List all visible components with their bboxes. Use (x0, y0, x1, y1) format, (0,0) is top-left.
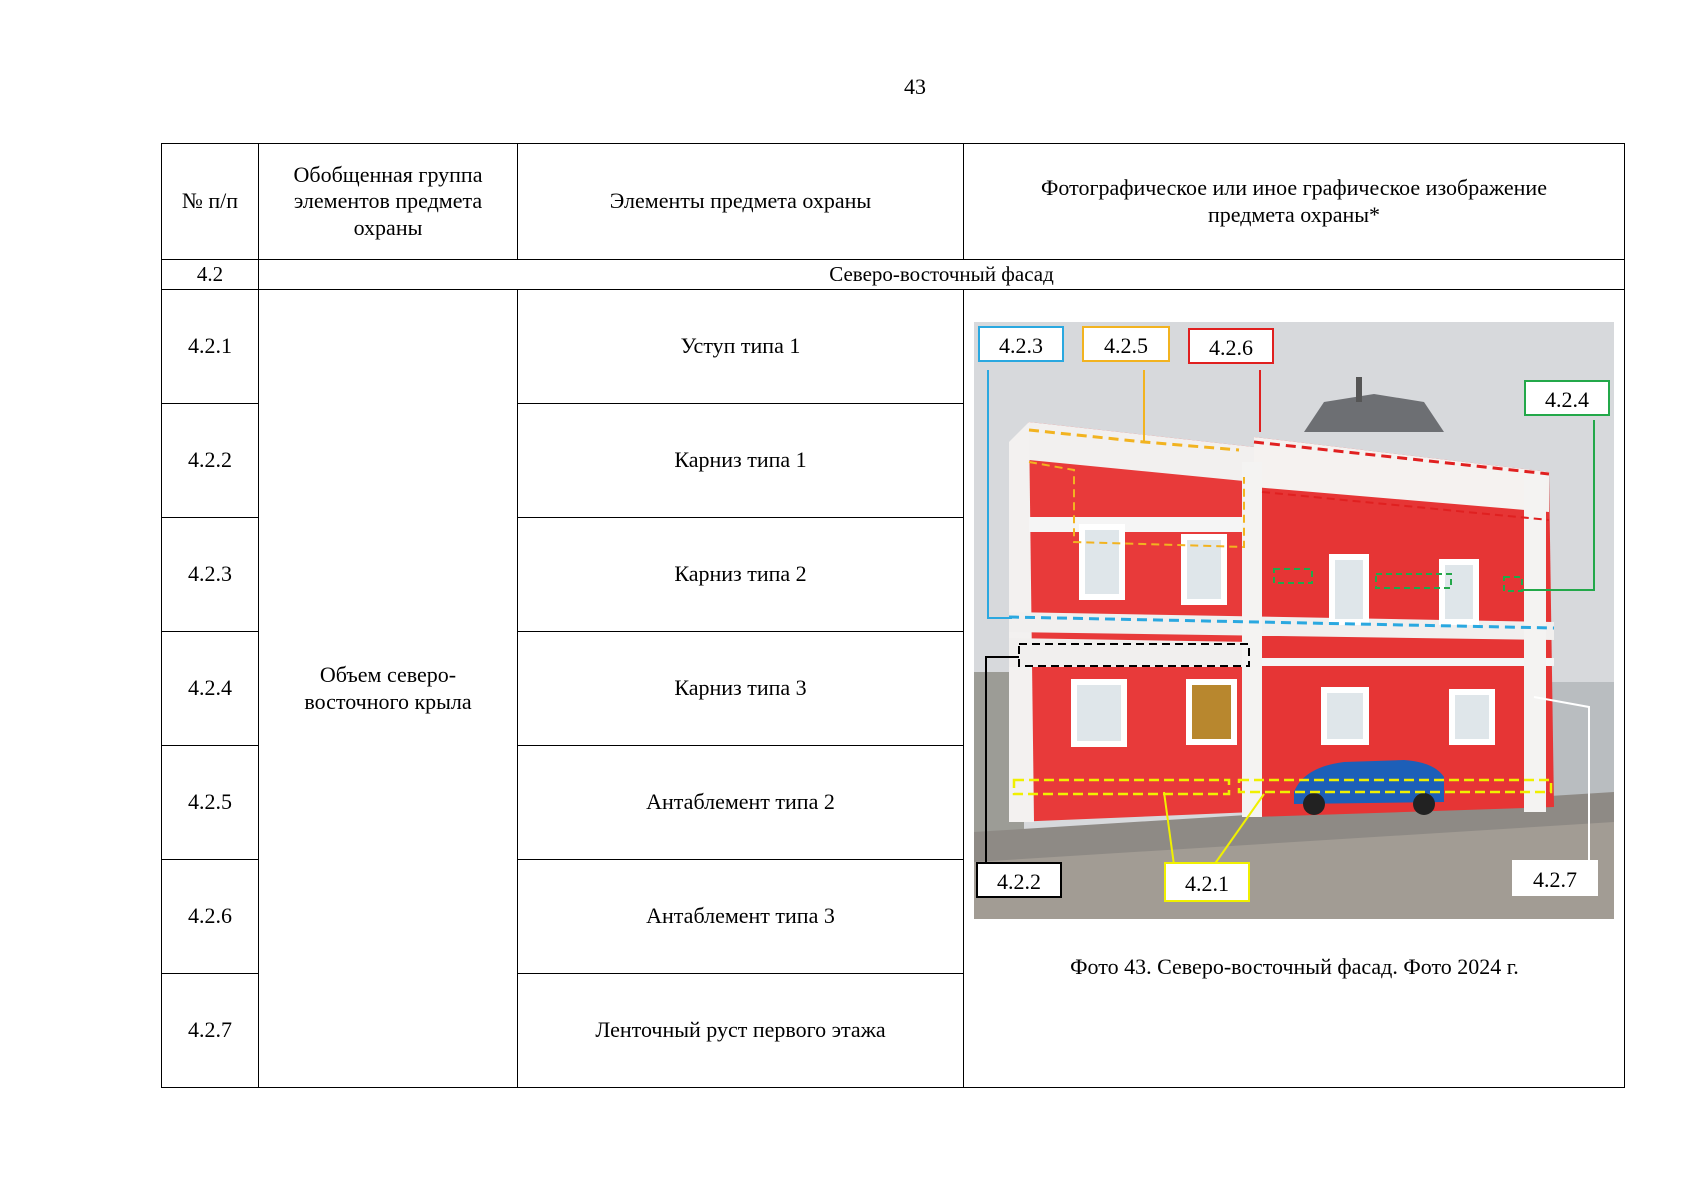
table-row (162, 290, 1625, 404)
section-title: Северо-восточный фасад (259, 260, 1625, 290)
photo-caption: Фото 43. Северо-восточный фасад. Фото 2024 г. (1070, 954, 1519, 979)
table-header-row (162, 144, 1625, 260)
facade-photo-drawing (974, 322, 1614, 919)
row-element: Уступ типа 1 (518, 290, 964, 404)
callout-4-2-7: 4.2.7 (1512, 860, 1598, 896)
row-element: Карниз типа 2 (518, 518, 964, 632)
header-num: № п/п (162, 144, 259, 260)
section-row (162, 260, 1625, 290)
row-num: 4.2.7 (162, 974, 259, 1088)
row-num: 4.2.4 (162, 632, 259, 746)
callout-4-2-5: 4.2.5 (1082, 326, 1170, 362)
header-group: Обобщенная группа элементов предмета охраны (259, 144, 518, 260)
header-elements: Элементы предмета охраны (518, 144, 964, 260)
callout-4-2-2: 4.2.2 (976, 862, 1062, 898)
page-number: 43 (904, 74, 926, 99)
callout-4-2-6: 4.2.6 (1188, 328, 1274, 364)
group-label: Объем северо-восточного крыла (259, 290, 518, 1088)
row-num: 4.2.2 (162, 404, 259, 518)
row-element: Ленточный руст первого этажа (518, 974, 964, 1088)
row-num: 4.2.6 (162, 860, 259, 974)
row-num: 4.2.5 (162, 746, 259, 860)
header-photo: Фотографическое или иное графическое изображение предмета охраны* (964, 144, 1625, 260)
row-num: 4.2.3 (162, 518, 259, 632)
section-num: 4.2 (162, 260, 259, 290)
row-element: Антаблемент типа 3 (518, 860, 964, 974)
row-element: Антаблемент типа 2 (518, 746, 964, 860)
callout-4-2-4: 4.2.4 (1524, 380, 1610, 416)
facade-photo (974, 322, 1614, 919)
row-element: Карниз типа 3 (518, 632, 964, 746)
callout-4-2-3: 4.2.3 (978, 326, 1064, 362)
callout-4-2-1: 4.2.1 (1164, 862, 1250, 902)
row-element: Карниз типа 1 (518, 404, 964, 518)
photo-cell (964, 290, 1625, 1088)
protection-elements-table (161, 143, 1625, 1088)
row-num: 4.2.1 (162, 290, 259, 404)
